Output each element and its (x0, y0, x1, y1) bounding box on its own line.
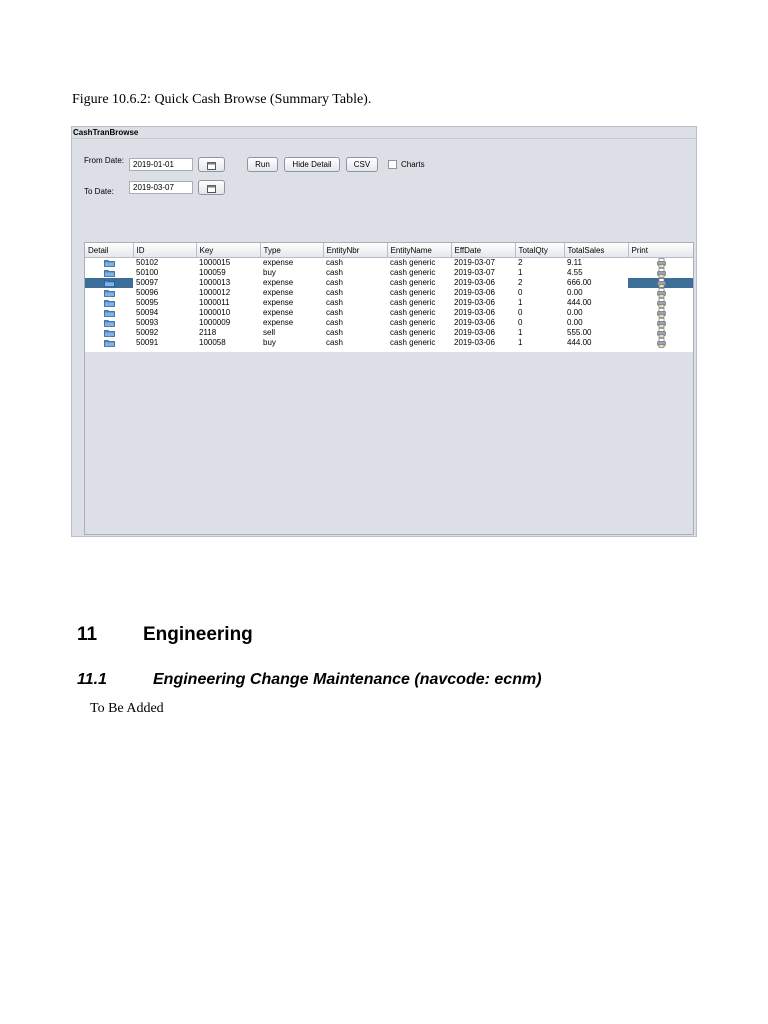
cell-id: 50097 (136, 278, 159, 287)
cell-key: 100059 (199, 268, 226, 277)
cell-id: 50092 (136, 328, 159, 337)
cell-effdate: 2019-03-06 (454, 308, 495, 317)
column-header-detail[interactable]: Detail (85, 243, 133, 258)
cell-entityname: cash generic (390, 338, 436, 347)
cell-type: buy (263, 338, 276, 347)
cell-type: expense (263, 308, 294, 317)
cell-effdate: 2019-03-06 (454, 288, 495, 297)
to-date-label: To Date: (84, 187, 114, 196)
cell-entityname: cash generic (390, 278, 436, 287)
subsection-title: Engineering Change Maintenance (navcode: ecnm) (153, 671, 542, 688)
detail-cell[interactable] (85, 258, 133, 269)
printer-icon[interactable] (657, 338, 666, 348)
table-row[interactable] (85, 268, 694, 278)
cell-totalsales: 444.00 (567, 338, 592, 347)
printer-icon[interactable] (657, 318, 666, 328)
cell-effdate: 2019-03-07 (454, 258, 495, 267)
table-row[interactable] (85, 318, 694, 328)
detail-cell[interactable] (85, 338, 133, 348)
table-row[interactable] (85, 308, 694, 318)
cell-id: 50094 (136, 308, 159, 317)
cell-id: 50091 (136, 338, 159, 347)
subsection-number: 11.1 (77, 671, 107, 688)
printer-icon[interactable] (657, 288, 666, 298)
printer-icon[interactable] (657, 278, 666, 288)
cell-entitynbr: cash (326, 268, 343, 277)
cash-tran-browse-window (71, 126, 697, 537)
detail-cell[interactable] (85, 298, 133, 308)
cell-entitynbr: cash (326, 308, 343, 317)
cell-entitynbr: cash (326, 288, 343, 297)
column-header-id[interactable]: ID (133, 243, 196, 258)
table-empty-space (85, 352, 693, 534)
cell-totalsales: 444.00 (567, 298, 592, 307)
run-button[interactable]: Run (247, 157, 278, 172)
folder-icon[interactable] (104, 269, 115, 277)
window-title: CashTranBrowse (72, 127, 696, 139)
table-row[interactable] (85, 298, 694, 308)
cell-entityname: cash generic (390, 298, 436, 307)
subsection-heading (77, 671, 542, 689)
folder-icon[interactable] (104, 289, 115, 297)
cell-key: 1000015 (199, 258, 231, 267)
cell-effdate: 2019-03-06 (454, 278, 495, 287)
cell-effdate: 2019-03-07 (454, 268, 495, 277)
section-title: Engineering (143, 624, 253, 645)
cell-totalsales: 0.00 (567, 318, 583, 327)
cell-totalsales: 9.11 (567, 258, 582, 267)
detail-cell[interactable] (85, 308, 133, 318)
cell-entitynbr: cash (326, 258, 343, 267)
csv-button[interactable]: CSV (346, 157, 378, 172)
figure-caption: Figure 10.6.2: Quick Cash Browse (Summary Table). (72, 92, 372, 107)
cell-totalqty: 1 (518, 328, 523, 337)
folder-icon[interactable] (104, 319, 115, 327)
column-header-entitynbr[interactable]: EntityNbr (323, 243, 387, 258)
print-cell[interactable] (628, 268, 694, 278)
cell-type: buy (263, 268, 276, 277)
cell-totalqty: 2 (518, 258, 523, 267)
cell-entityname: cash generic (390, 258, 436, 267)
folder-icon[interactable] (104, 329, 115, 337)
from-date-label: From Date: (84, 156, 125, 165)
detail-cell[interactable] (85, 278, 133, 288)
detail-cell[interactable] (85, 318, 133, 328)
cell-id: 50102 (136, 258, 159, 267)
hide-detail-button[interactable]: Hide Detail (284, 157, 340, 172)
cell-totalqty: 1 (518, 298, 523, 307)
table-row[interactable] (85, 338, 694, 348)
folder-icon[interactable] (104, 339, 115, 347)
cell-totalqty: 0 (518, 288, 523, 297)
cell-totalqty: 0 (518, 308, 523, 317)
charts-label: Charts (401, 160, 425, 169)
detail-cell[interactable] (85, 268, 133, 278)
section-heading (77, 624, 253, 646)
column-header-totalqty[interactable]: TotalQty (515, 243, 564, 258)
cell-entityname: cash generic (390, 318, 436, 327)
table-row[interactable] (85, 288, 694, 298)
detail-cell[interactable] (85, 328, 133, 338)
cell-entityname: cash generic (390, 328, 436, 337)
cell-totalqty: 1 (518, 268, 523, 277)
cell-id: 50100 (136, 268, 159, 277)
folder-icon[interactable] (104, 259, 115, 267)
cell-key: 1000012 (199, 288, 231, 297)
cell-type: expense (263, 278, 294, 287)
table-row[interactable] (85, 328, 694, 338)
table-header-row (85, 243, 694, 258)
table-row[interactable] (85, 278, 694, 288)
folder-icon[interactable] (104, 309, 115, 317)
cell-key: 2118 (199, 328, 217, 337)
cell-effdate: 2019-03-06 (454, 338, 495, 347)
calendar-icon (207, 185, 216, 193)
print-cell[interactable] (628, 258, 694, 269)
summary-table-area (84, 242, 694, 535)
folder-icon[interactable] (104, 299, 115, 307)
to-date-input[interactable] (129, 181, 193, 194)
column-header-print[interactable]: Print (628, 243, 694, 258)
printer-icon[interactable] (657, 268, 666, 278)
print-cell[interactable] (628, 338, 694, 348)
printer-icon[interactable] (657, 328, 666, 338)
cell-key: 1000009 (199, 318, 231, 327)
from-date-input[interactable] (129, 158, 193, 171)
column-header-totalsales[interactable]: TotalSales (564, 243, 628, 258)
cell-totalqty: 1 (518, 338, 523, 347)
cell-effdate: 2019-03-06 (454, 318, 495, 327)
column-header-key[interactable]: Key (196, 243, 260, 258)
cell-totalqty: 2 (518, 278, 523, 287)
detail-cell[interactable] (85, 288, 133, 298)
print-cell[interactable] (628, 298, 694, 308)
section-number: 11 (77, 624, 98, 645)
cell-id: 50093 (136, 318, 159, 327)
cell-entitynbr: cash (326, 318, 343, 327)
cell-entityname: cash generic (390, 288, 436, 297)
printer-icon[interactable] (657, 308, 666, 318)
cell-entityname: cash generic (390, 268, 436, 277)
cell-entityname: cash generic (390, 308, 436, 317)
cell-id: 50095 (136, 298, 159, 307)
column-header-type[interactable]: Type (260, 243, 323, 258)
summary-table (85, 243, 694, 348)
folder-icon[interactable] (104, 279, 115, 287)
cell-type: expense (263, 298, 294, 307)
cell-key: 1000010 (199, 308, 231, 317)
cell-totalsales: 666.00 (567, 278, 592, 287)
cell-type: sell (263, 328, 276, 337)
cell-entitynbr: cash (326, 278, 343, 287)
charts-checkbox[interactable] (388, 160, 397, 169)
cell-entitynbr: cash (326, 338, 343, 347)
cell-type: expense (263, 258, 294, 267)
cell-key: 1000011 (199, 298, 230, 307)
cell-entitynbr: cash (326, 328, 343, 337)
from-date-calendar-button[interactable] (198, 157, 225, 172)
cell-totalsales: 0.00 (567, 288, 583, 297)
print-cell[interactable] (628, 308, 694, 318)
print-cell[interactable] (628, 318, 694, 328)
to-date-calendar-button[interactable] (198, 180, 225, 195)
cell-totalsales: 0.00 (567, 308, 583, 317)
cell-totalsales: 555.00 (567, 328, 592, 337)
cell-totalsales: 4.55 (567, 268, 583, 277)
print-cell[interactable] (628, 288, 694, 298)
cell-type: expense (263, 318, 294, 327)
cell-type: expense (263, 288, 294, 297)
printer-icon[interactable] (657, 258, 666, 268)
calendar-icon (207, 162, 216, 170)
cell-id: 50096 (136, 288, 159, 297)
print-cell[interactable] (628, 278, 694, 288)
cell-effdate: 2019-03-06 (454, 298, 495, 307)
cell-effdate: 2019-03-06 (454, 328, 495, 337)
column-header-entityname[interactable]: EntityName (387, 243, 451, 258)
cell-key: 100058 (199, 338, 226, 347)
cell-key: 1000013 (199, 278, 231, 287)
column-header-effdate[interactable]: EffDate (451, 243, 515, 258)
print-cell[interactable] (628, 328, 694, 338)
printer-icon[interactable] (657, 298, 666, 308)
table-body (85, 258, 694, 349)
body-text: To Be Added (90, 701, 164, 716)
table-row[interactable] (85, 258, 694, 269)
cell-totalqty: 0 (518, 318, 523, 327)
cell-entitynbr: cash (326, 298, 343, 307)
